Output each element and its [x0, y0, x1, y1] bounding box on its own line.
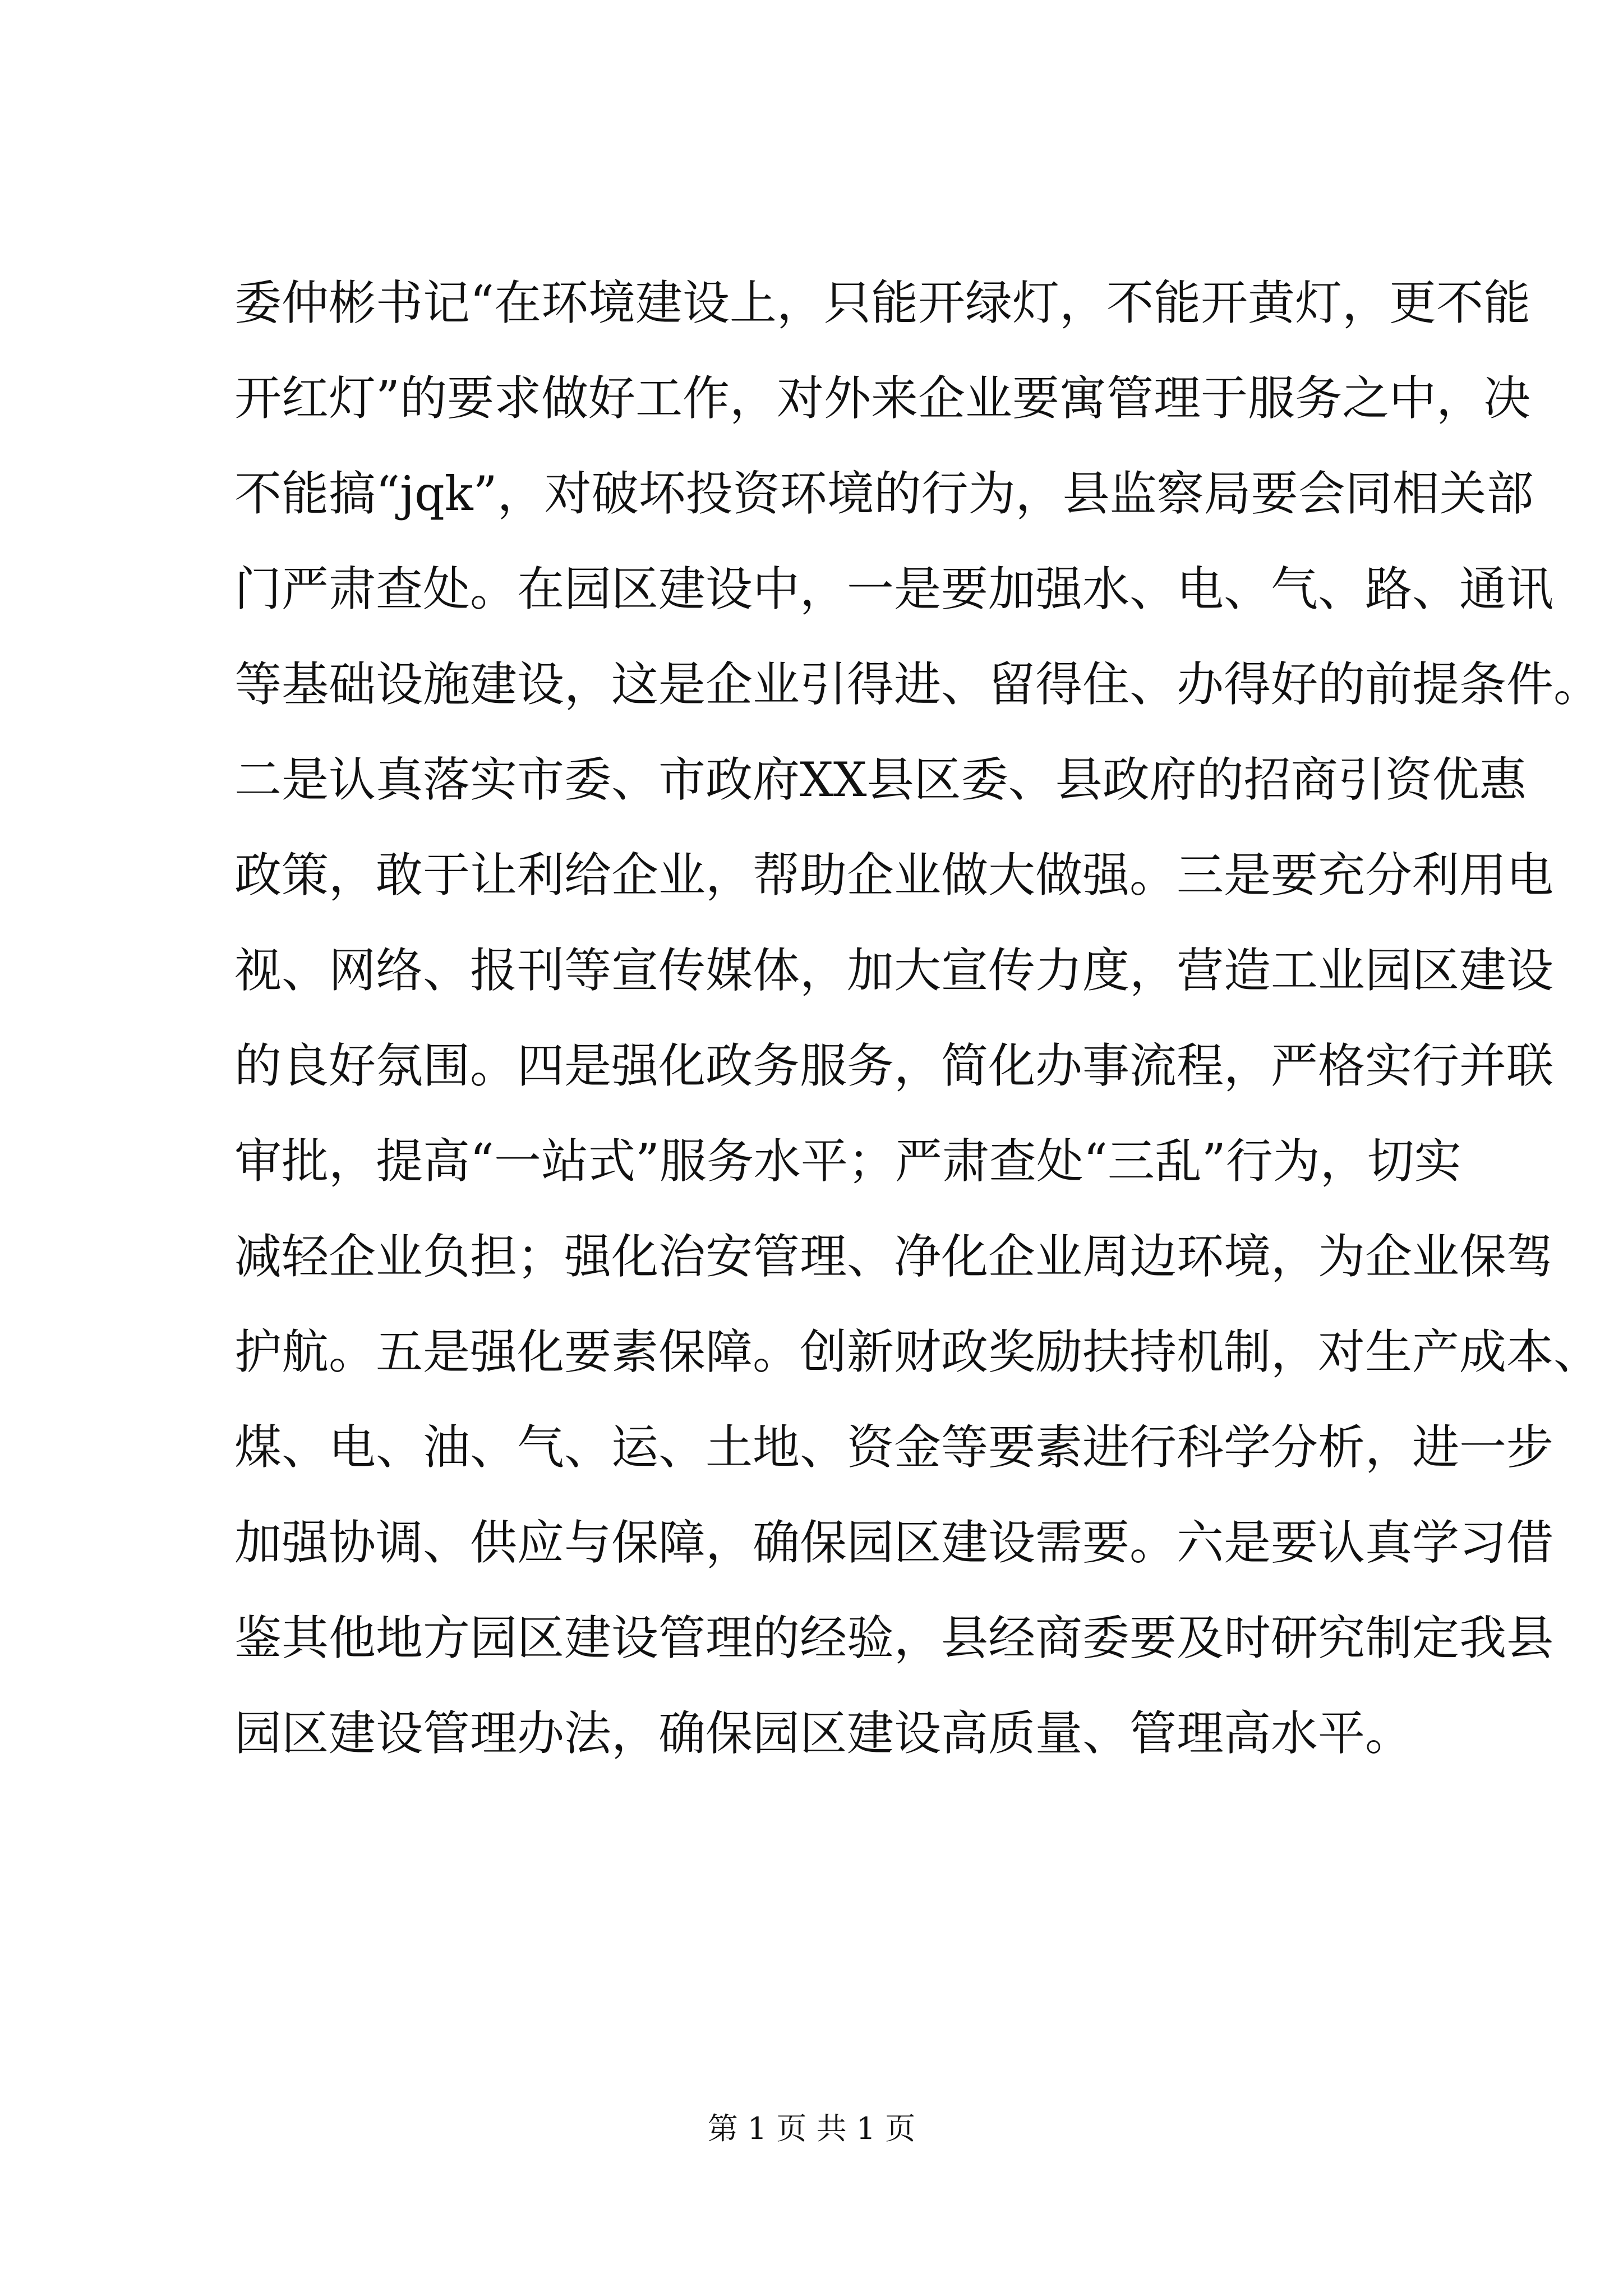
text-line: 的良好氛围。四是强化政务服务，简化办事流程，严格实行并联	[234, 1038, 1554, 1093]
text-line: 开红灯”的要求做好工作，对外来企业要寓管理于服务之中，决	[234, 371, 1530, 426]
text-line: 审批，提高“一站式”服务水平；严肃查处“三乱”行为，切实	[234, 1134, 1461, 1189]
text-line: 门严肃查处。在园区建设中，一是要加强水、电、气、路、通讯	[234, 562, 1554, 616]
text-line: 减轻企业负担；强化治安管理、净化企业周边环境，为企业保驾	[234, 1229, 1554, 1284]
text-line: 等基础设施建设，这是企业引得进、留得住、办得好的前提条件。	[234, 657, 1601, 712]
text-line: 视、网络、报刊等宣传媒体，加大宣传力度，营造工业园区建设	[234, 943, 1554, 998]
text-line: 园区建设管理办法，确保园区建设高质量、管理高水平。	[234, 1706, 1413, 1761]
page-footer: 第 1 页 共 1 页	[707, 2111, 916, 2146]
text-line: 不能搞“jqk”，对破坏投资环境的行为，县监察局要会同相关部	[234, 466, 1534, 521]
text-line: 委仲彬书记“在环境建设上，只能开绿灯，不能开黄灯，更不能	[234, 275, 1530, 330]
text-line: 护航。五是强化要素保障。创新财政奖励扶持机制，对生产成本、	[234, 1324, 1601, 1379]
text-line: 二是认真落实市委、市政府XX县区委、县政府的招商引资优惠	[234, 752, 1527, 807]
text-line: 鉴其他地方园区建设管理的经验，县经商委要及时研究制定我县	[234, 1611, 1554, 1665]
text-line: 政策，敢于让利给企业，帮助企业做大做强。三是要充分利用电	[234, 848, 1554, 903]
body-paragraph	[234, 255, 1601, 1781]
text-line: 煤、电、油、气、运、土地、资金等要素进行科学分析，进一步	[234, 1420, 1554, 1475]
text-line: 加强协调、供应与保障，确保园区建设需要。六是要认真学习借	[234, 1515, 1554, 1570]
